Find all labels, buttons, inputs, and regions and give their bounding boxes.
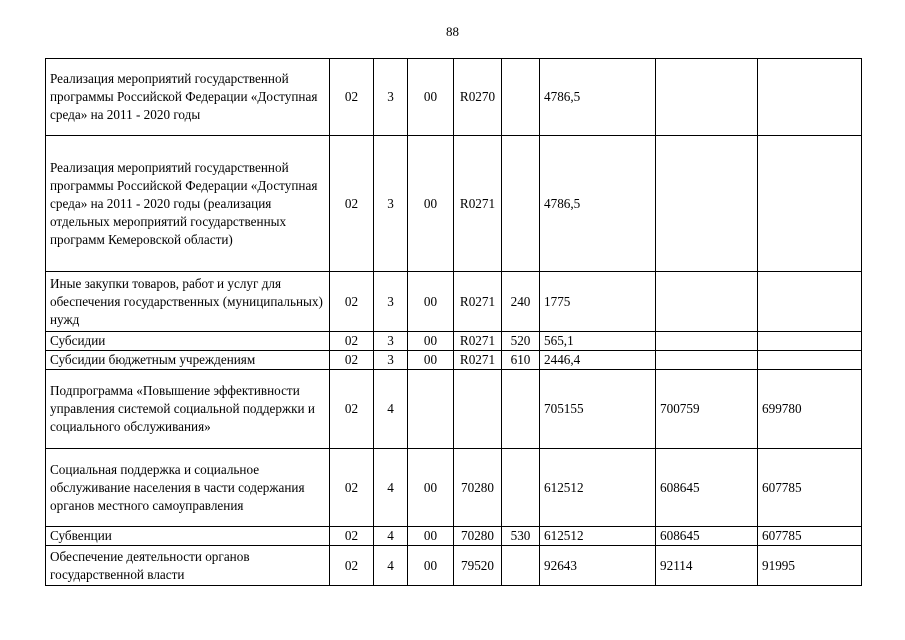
target-article-code [454,370,502,449]
amount-year-3: 699780 [758,370,862,449]
program-code: 00 [408,449,454,527]
table-row [46,59,862,136]
amount-year-1: 4786,5 [540,136,656,272]
amount-year-1: 2446,4 [540,351,656,370]
amount-year-3: 607785 [758,449,862,527]
table-row [46,370,862,449]
program-code: 00 [408,272,454,332]
expense-type-code [502,136,540,272]
subsection-code: 3 [374,136,408,272]
subsection-code: 3 [374,272,408,332]
amount-year-2: 700759 [656,370,758,449]
row-name: Субвенции [46,527,330,546]
expense-type-code: 610 [502,351,540,370]
subsection-code: 4 [374,527,408,546]
subsection-code: 4 [374,449,408,527]
amount-year-1: 612512 [540,527,656,546]
target-article-code: R0271 [454,351,502,370]
table-row [46,332,862,351]
amount-year-2 [656,351,758,370]
amount-year-3: 607785 [758,527,862,546]
amount-year-1: 612512 [540,449,656,527]
program-code: 00 [408,332,454,351]
program-code: 00 [408,546,454,586]
subsection-code: 4 [374,546,408,586]
expense-type-code [502,59,540,136]
budget-table [45,58,862,586]
amount-year-1: 4786,5 [540,59,656,136]
row-name: Субсидии бюджетным учреждениям [46,351,330,370]
amount-year-1: 705155 [540,370,656,449]
table-row [46,527,862,546]
target-article-code: R0271 [454,136,502,272]
amount-year-3: 91995 [758,546,862,586]
amount-year-1: 92643 [540,546,656,586]
amount-year-1: 565,1 [540,332,656,351]
table-row [46,272,862,332]
amount-year-2 [656,332,758,351]
subsection-code: 3 [374,332,408,351]
expense-type-code: 520 [502,332,540,351]
section-code: 02 [330,546,374,586]
program-code [408,370,454,449]
page-number: 88 [446,24,459,39]
table-row [46,351,862,370]
section-code: 02 [330,449,374,527]
expense-type-code: 530 [502,527,540,546]
expense-type-code [502,370,540,449]
amount-year-3 [758,272,862,332]
target-article-code: 70280 [454,449,502,527]
target-article-code: R0270 [454,59,502,136]
subsection-code: 3 [374,59,408,136]
program-code: 00 [408,527,454,546]
amount-year-1: 1775 [540,272,656,332]
amount-year-2: 92114 [656,546,758,586]
program-code: 00 [408,136,454,272]
amount-year-3 [758,136,862,272]
row-name: Иные закупки товаров, работ и услуг для обеспечения государственных (муниципальных) нужд [46,272,330,332]
table-row [46,136,862,272]
expense-type-code: 240 [502,272,540,332]
row-name: Реализация мероприятий государственной программы Российской Федерации «Доступная среда» на 2011 - 2020 годы [46,59,330,136]
subsection-code: 3 [374,351,408,370]
section-code: 02 [330,351,374,370]
amount-year-2 [656,272,758,332]
section-code: 02 [330,332,374,351]
amount-year-2 [656,59,758,136]
expense-type-code [502,449,540,527]
section-code: 02 [330,527,374,546]
table-row [46,546,862,586]
subsection-code: 4 [374,370,408,449]
row-name: Социальная поддержка и социальное обслуживание населения в части содержания органов местного самоуправления [46,449,330,527]
amount-year-3 [758,351,862,370]
amount-year-2: 608645 [656,449,758,527]
amount-year-2: 608645 [656,527,758,546]
section-code: 02 [330,370,374,449]
section-code: 02 [330,59,374,136]
row-name: Субсидии [46,332,330,351]
section-code: 02 [330,272,374,332]
row-name: Реализация мероприятий государственной программы Российской Федерации «Доступная среда» на 2011 - 2020 годы (реализация отдельных мероприятий государственных программ Кемеровской области) [46,136,330,272]
section-code: 02 [330,136,374,272]
amount-year-3 [758,332,862,351]
target-article-code: R0271 [454,332,502,351]
program-code: 00 [408,59,454,136]
target-article-code: 70280 [454,527,502,546]
row-name: Обеспечение деятельности органов государственной власти [46,546,330,586]
row-name: Подпрограмма «Повышение эффективности управления системой социальной поддержки и социального обслуживания» [46,370,330,449]
target-article-code: 79520 [454,546,502,586]
program-code: 00 [408,351,454,370]
amount-year-2 [656,136,758,272]
expense-type-code [502,546,540,586]
table-row [46,449,862,527]
target-article-code: R0271 [454,272,502,332]
amount-year-3 [758,59,862,136]
